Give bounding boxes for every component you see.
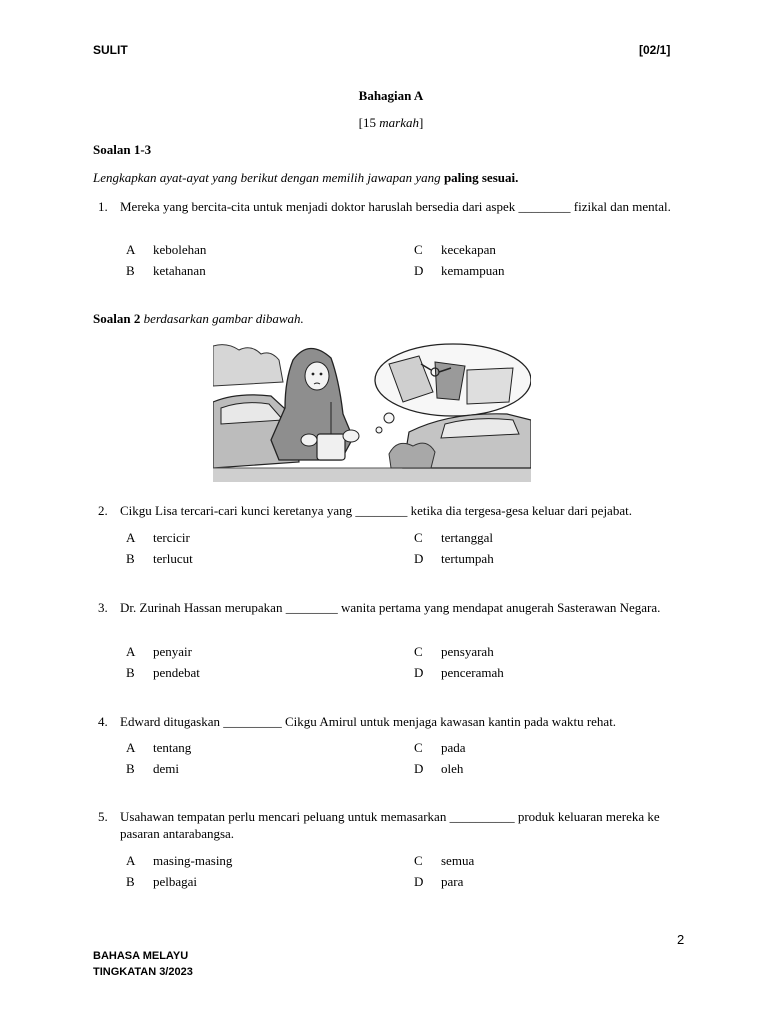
question-text: Dr. Zurinah Hassan merupakan ________ wanita pertama yang mendapat anugerah Sasterawan Negara. (120, 600, 661, 615)
question-text: Mereka yang bercita-cita untuk menjadi doktor haruslah bersedia dari aspek ________ fizikal dan mental. (120, 199, 671, 214)
question-number: 1. (98, 199, 108, 214)
question-illustration (213, 342, 531, 482)
question-3 (93, 599, 693, 635)
question-5 (93, 808, 693, 844)
group1-heading: Soalan 1-3 (93, 142, 152, 157)
question-number: 3. (98, 600, 108, 615)
group2-heading: Soalan 2 berdasarkan gambar dibawah. (93, 311, 304, 326)
woman-searching-keys-illustration (213, 342, 531, 482)
footer-form: TINGKATAN 3/2023 (93, 966, 193, 978)
section-title: Bahagian A (358, 88, 424, 103)
question-text: Usahawan tempatan perlu mencari peluang untuk memasarkan __________ produk keluaran mereka ke pasaran antarabangsa. (120, 809, 660, 841)
question-4 (93, 713, 693, 731)
header-right-label: [02/1] (639, 43, 671, 57)
question-text: Edward ditugaskan _________ Cikgu Amirul untuk menjaga kawasan kantin pada waktu rehat. (120, 714, 617, 729)
group1-instruction: Lengkapkan ayat-ayat yang berikut dengan memilih jawapan yang paling sesuai. (93, 170, 519, 185)
section-marks: [15 markah] (358, 115, 424, 130)
question-number: 5. (98, 809, 108, 824)
question-number: 2. (98, 503, 108, 518)
footer-subject: BAHASA MELAYU (93, 950, 189, 962)
page-number: 2 (677, 932, 685, 947)
question-number: 4. (98, 714, 108, 729)
header-left-label: SULIT (93, 43, 128, 57)
question-text: Cikgu Lisa tercari-cari kunci keretanya yang ________ ketika dia tergesa-gesa keluar dari pejabat. (120, 503, 632, 518)
question-2 (93, 502, 693, 520)
question-1 (93, 198, 693, 234)
